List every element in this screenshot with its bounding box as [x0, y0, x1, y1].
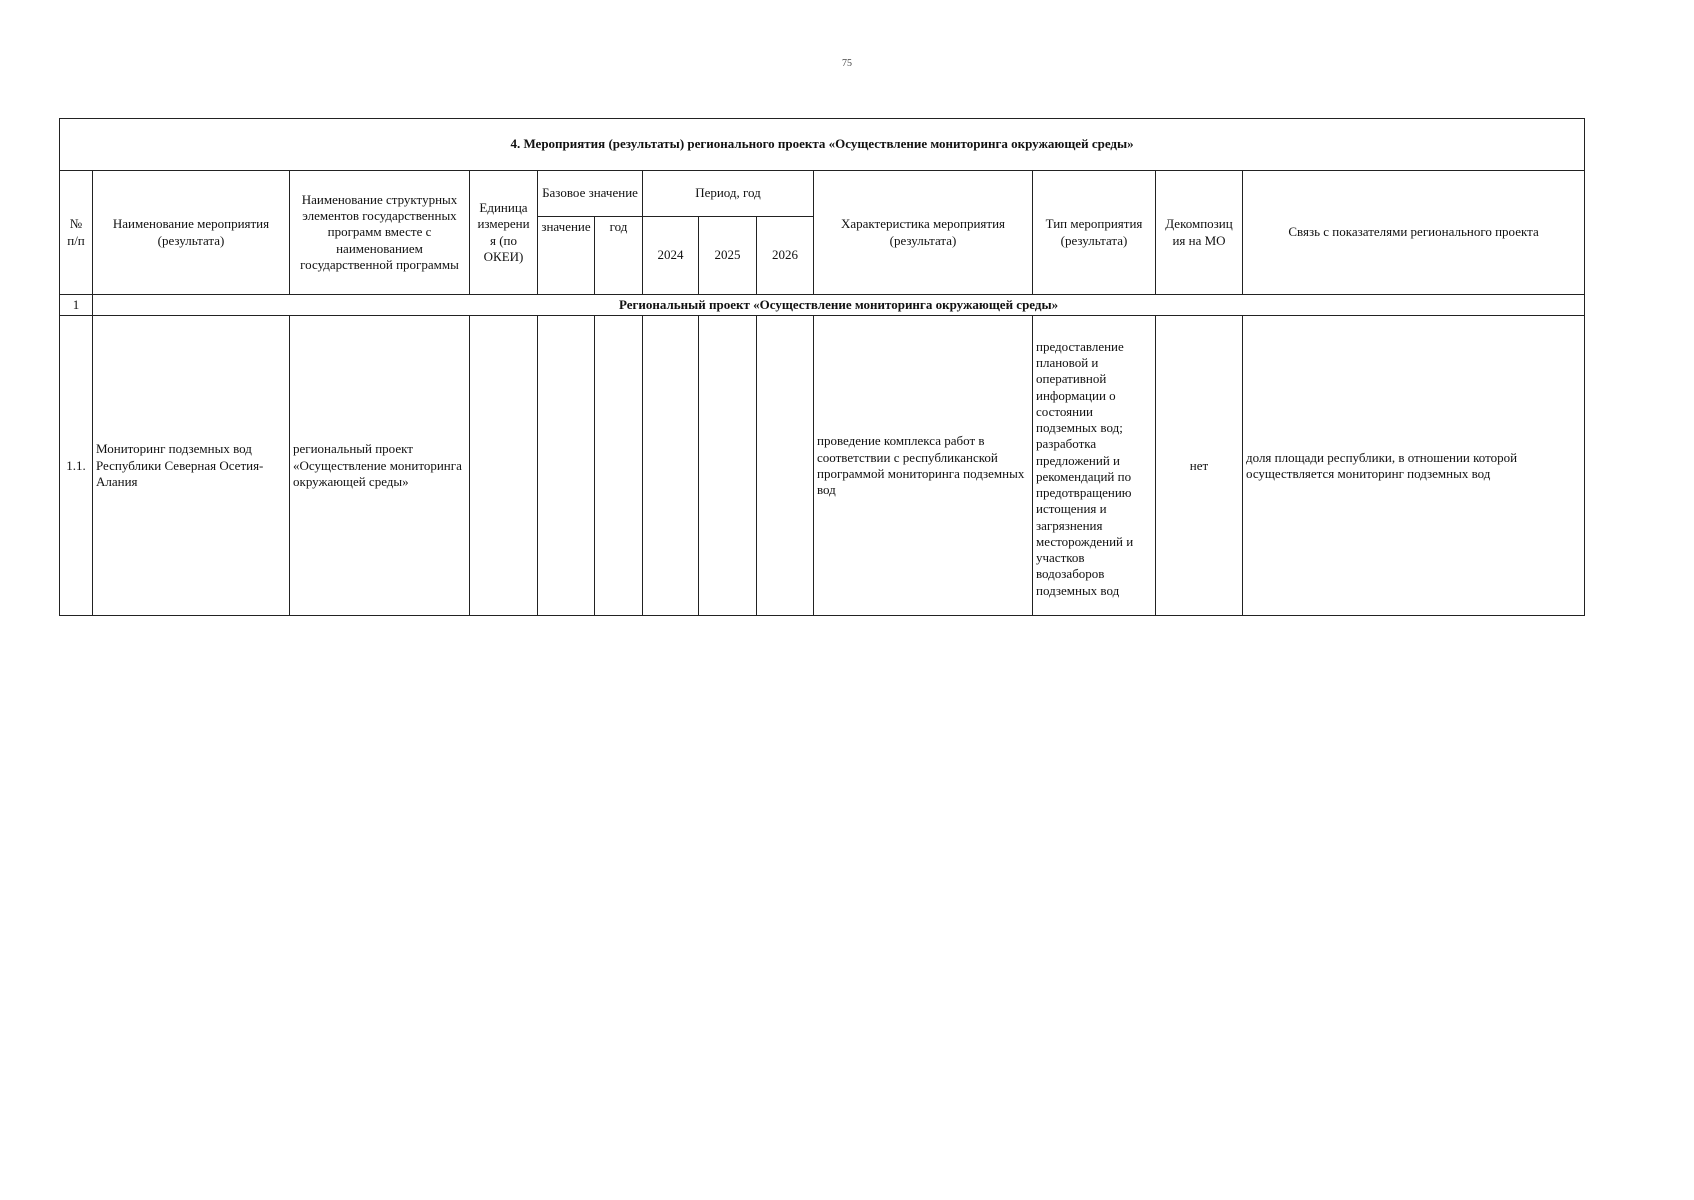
row-struct: региональный проект «Осуществление мониторинга окружающей среды» — [290, 316, 470, 616]
row-link: доля площади республики, в отношении которой осуществляется мониторинг подземных вод — [1243, 316, 1585, 616]
header-struct: Наименование структурных элементов государственных программ вместе с наименованием государственной программы — [290, 171, 470, 295]
row-base-year — [595, 316, 643, 616]
row-decomp: нет — [1156, 316, 1243, 616]
header-base-year: год — [595, 217, 643, 295]
row-2026 — [757, 316, 814, 616]
row-unit — [470, 316, 538, 616]
header-period: Период, год — [643, 171, 814, 217]
header-base: Базовое значение — [538, 171, 643, 217]
header-link: Связь с показателями регионального проекта — [1243, 171, 1585, 295]
header-year-2024: 2024 — [643, 217, 699, 295]
header-year-2026: 2026 — [757, 217, 814, 295]
header-year-2025: 2025 — [699, 217, 757, 295]
header-type: Тип мероприятия (результата) — [1033, 171, 1156, 295]
section-title: Региональный проект «Осуществление мониторинга окружающей среды» — [93, 295, 1585, 316]
row-base-value — [538, 316, 595, 616]
row-name: Мониторинг подземных вод Республики Северная Осетия-Алания — [93, 316, 290, 616]
table-title: 4. Мероприятия (результаты) регионального проекта «Осуществление мониторинга окружающей среды» — [60, 119, 1585, 171]
table-row — [60, 316, 1585, 616]
page-number: 75 — [842, 58, 852, 69]
row-2025 — [699, 316, 757, 616]
row-type: предоставление плановой и оперативной информации о состоянии подземных вод; разработка предложений и рекомендаций по предотвращению истощения и загрязнения месторождений и участков водозаборов подземных вод — [1033, 316, 1156, 616]
header-base-value: значение — [538, 217, 595, 295]
header-unit: Единица измерени я (по ОКЕИ) — [470, 171, 538, 295]
row-2024 — [643, 316, 699, 616]
row-num: 1.1. — [60, 316, 93, 616]
section-num: 1 — [60, 295, 93, 316]
header-decomp: Декомпозиц ия на МО — [1156, 171, 1243, 295]
header-num: № п/п — [60, 171, 93, 295]
header-characteristic: Характеристика мероприятия (результата) — [814, 171, 1033, 295]
events-table — [59, 118, 1585, 616]
header-name: Наименование мероприятия (результата) — [93, 171, 290, 295]
row-characteristic: проведение комплекса работ в соответствии с республиканской программой мониторинга подземных вод — [814, 316, 1033, 616]
